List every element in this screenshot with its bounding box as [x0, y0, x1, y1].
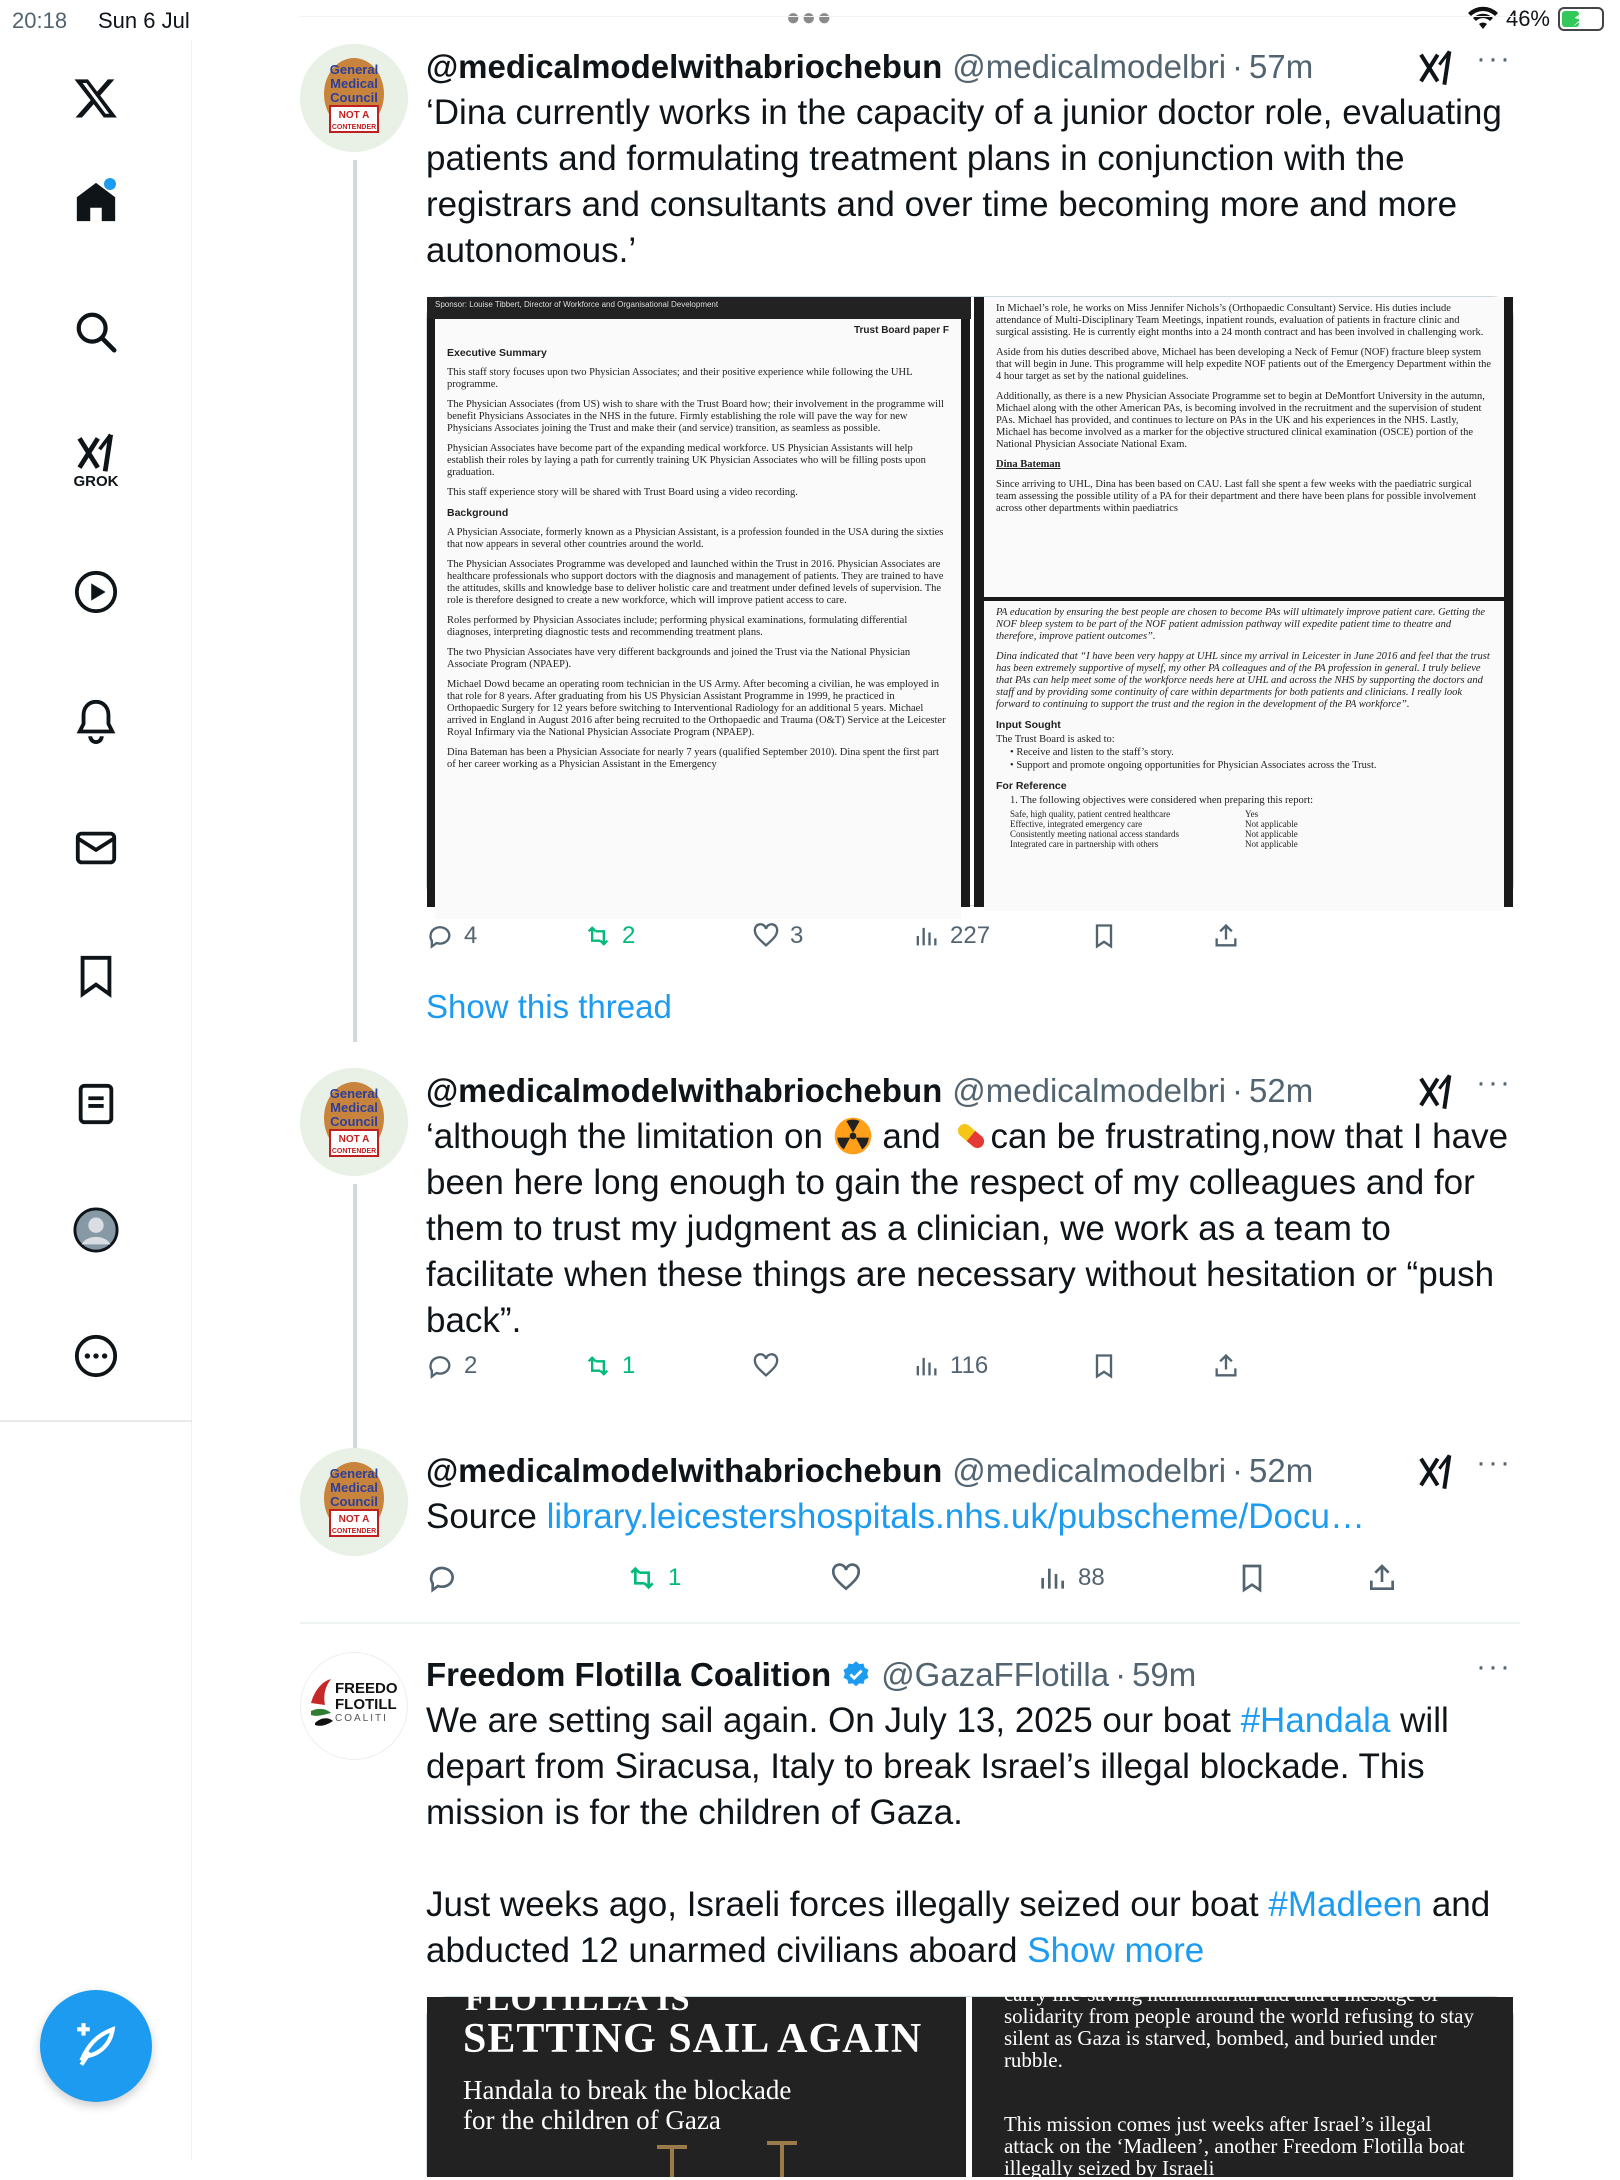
grok-label: GROK: [73, 472, 119, 490]
nav-notifications[interactable]: [56, 680, 136, 760]
doc-ref-line: 1. The following objectives were considered when preparing this report:: [1010, 795, 1314, 806]
verified-badge-icon: [841, 1660, 871, 1690]
nav-video[interactable]: [56, 552, 136, 632]
mail-icon: [73, 825, 119, 871]
like-button[interactable]: [752, 922, 803, 950]
avatar-text-2: Medical: [330, 76, 378, 91]
post-actions: [426, 922, 1516, 972]
share-icon: [1366, 1562, 1398, 1594]
avatar-text-5: CONTENDER: [331, 1148, 377, 1155]
bell-icon: [73, 697, 119, 743]
doc-ref-value: Yes: [1245, 809, 1259, 819]
hashtag-link[interactable]: #Handala: [1240, 1701, 1391, 1740]
avatar-text-1: General: [329, 1466, 379, 1481]
repost-button[interactable]: [626, 1562, 681, 1594]
feed-top-border: [300, 16, 1520, 17]
status-time: 20:18: [12, 8, 68, 33]
repost-icon: [584, 1352, 612, 1380]
post-header: @medicalmodelwithabriochebun @medicalmodelbri · 52m: [426, 1068, 1516, 1114]
doc-paragraph: The Physician Associates (from US) wish to share with the Trust Board how; their involvement in the programme will benefit Physicians Associates in the NHS in the future. Firmly establishing the role will pave the way for new Physicians Associates joining the Trust and make their (and service) transition, as seamless as possible.: [447, 399, 944, 434]
play-icon: [73, 569, 119, 615]
post-time[interactable]: 59m: [1132, 1656, 1197, 1693]
post-time[interactable]: 52m: [1249, 1072, 1314, 1109]
post-paragraph: Just weeks ago, Israeli forces illegally seized our boat #Madleen and abducted 12 unarmed civilians aboard Show more: [426, 1885, 1491, 1970]
reply-button[interactable]: [426, 1352, 477, 1380]
avatar-text-1: General: [329, 1086, 379, 1101]
post-actions: [426, 1352, 1516, 1402]
avatar[interactable]: [300, 1652, 408, 1760]
avatar-text-3: Council: [330, 1114, 378, 1129]
reply-button[interactable]: [426, 1562, 458, 1594]
views-icon: [1036, 1562, 1068, 1594]
doc-ref-label: Effective, integrated emergency care: [1010, 819, 1143, 829]
show-thread-link[interactable]: Show this thread: [426, 988, 672, 1025]
avatar-text-4: NOT A: [338, 1514, 370, 1525]
reply-icon: [426, 1352, 454, 1380]
sidebar: [0, 40, 192, 2160]
doc-paper-label: Trust Board paper F: [853, 325, 949, 336]
thread-connector: [353, 1184, 357, 1484]
reply-button[interactable]: [426, 922, 477, 950]
doc-paragraph: This staff story focuses upon two Physician Associates; and their positive experience while following the UHL programme.: [447, 367, 913, 390]
media-image-right[interactable]: [974, 297, 1513, 907]
post-paragraph: We are setting sail again. On July 13, 2025 our boat #Handala will depart from Siracusa, Italy to break Israel’s illegal blockade. This mission is for the children of Gaza.: [426, 1701, 1449, 1832]
doc-ref-value: Not applicable: [1245, 829, 1298, 839]
post-header: Freedom Flotilla Coalition @GazaFFlotilla · 59m: [426, 1652, 1516, 1698]
post-text: [426, 1114, 1516, 1344]
like-button[interactable]: [752, 1352, 790, 1380]
compose-feather-icon: [71, 2021, 121, 2071]
battery-percent: 46%: [1505, 6, 1550, 31]
heart-icon: [752, 1352, 780, 1380]
views-icon: [912, 922, 940, 950]
post-header: @medicalmodelwithabriochebun @medicalmodelbri · 57m: [426, 44, 1516, 90]
avatar-text-5: CONTENDER: [331, 124, 377, 131]
profile-avatar-icon: [73, 1207, 119, 1253]
avatar-text-2: FLOTILL: [335, 1696, 397, 1713]
share-button[interactable]: [1212, 922, 1240, 950]
doc-ref-value: Not applicable: [1245, 819, 1298, 829]
flotilla-sub-1: Handala to break the blockade: [463, 2075, 792, 2105]
nav-more[interactable]: [56, 1316, 136, 1396]
grok-explain-icon[interactable]: [1416, 1452, 1456, 1492]
doc-ref-value: Not applicable: [1245, 839, 1298, 849]
timeline-feed: [300, 0, 1520, 2180]
doc-ref-label: Safe, high quality, patient centred healthcare: [1010, 809, 1171, 819]
bookmark-icon: [1090, 1352, 1118, 1380]
bookmark-button[interactable]: [1236, 1562, 1268, 1594]
post-text-part: ‘although the limitation on: [426, 1117, 833, 1156]
views-count: 227: [950, 922, 991, 949]
doc-paragraph: Additionally, as there is a new Physician Associate Programme set to begin at DeMontfort University in the autumn, Michael along with the other American PAs, is becoming involved in the recruitment and the supervision of student PAs. Michael has provided, and continues to lecture on PAs in the UK and his experiences in the NHS. Lastly, Michael has become involved as a marker for the objective structured clinical examination (OSCE) portion of the National Physician Associate National Exam.: [996, 391, 1485, 450]
more-options-icon[interactable]: ···: [1476, 1066, 1512, 1099]
media-image-left[interactable]: [427, 297, 970, 907]
thread-connector: [353, 160, 357, 1042]
views-icon: [912, 1352, 940, 1380]
share-icon: [1212, 922, 1240, 950]
repost-button[interactable]: [584, 922, 635, 950]
post-divider: [300, 1622, 1520, 1624]
doc-page-left: [435, 319, 961, 919]
post-time[interactable]: 52m: [1249, 1452, 1314, 1489]
repost-count: 2: [622, 922, 636, 949]
share-button[interactable]: [1366, 1562, 1398, 1594]
avatar-text-2: Medical: [330, 1480, 378, 1495]
post-media[interactable]: [426, 1981, 1514, 2180]
nav-home[interactable]: [56, 162, 136, 242]
avatar-text-1: General: [329, 62, 379, 77]
doc-paragraph: Physician Associates have become part of the expanding medical workforce. US Physician Assistants will help establish their roles by laying a path for currently training UK Physician Associates who will be filling posts upon graduation.: [447, 443, 926, 478]
doc-paragraph: This staff experience story will be shared with Trust Board using a video recording.: [447, 487, 798, 498]
multitasking-dots[interactable]: ●●●: [786, 4, 833, 31]
avatar[interactable]: [300, 44, 408, 152]
post-time[interactable]: 57m: [1249, 48, 1314, 85]
nav-grok[interactable]: [56, 420, 136, 500]
avatar[interactable]: [300, 1448, 408, 1556]
author-name[interactable]: Freedom Flotilla Coalition: [426, 1656, 832, 1693]
handala-figure-icon: [647, 2137, 807, 2177]
doc-ref-title: For Reference: [996, 780, 1067, 792]
doc-ref-label: Consistently meeting national access standards: [1010, 829, 1179, 839]
media-image-left[interactable]: [427, 1981, 966, 2177]
avatar-text-4: NOT A: [338, 110, 370, 121]
doc-paragraph: Dina indicated that “I have been very happy at UHL since my arrival in Leicester in June 2016 and feel that the trust has been extremely supportive of myself, my other PA colleagues and of the PA profession in general. I truly believe that PAs can help meet some of the workforce needs here at UHL and across the NHS by supporting the doctors and staff and by providing some continuity of care within departments for both patients and clinicians. I really look forward to continuing to support the trust and the region in the development of the PA workforce”.: [996, 651, 1490, 710]
source-link[interactable]: library.leicestershospitals.nhs.uk/pubscheme/Docu…: [546, 1497, 1365, 1536]
home-notification-dot: [104, 178, 116, 190]
author-name[interactable]: @medicalmodelwithabriochebun: [426, 48, 943, 85]
bookmark-button[interactable]: [1090, 922, 1118, 950]
avatar-text-3: Council: [330, 90, 378, 105]
post-text-prefix: Source: [426, 1497, 547, 1536]
avatar-text-2: Medical: [330, 1100, 378, 1115]
doc-bg-title: Background: [447, 507, 509, 519]
flotilla-paragraph: This mission comes just weeks after Israel’s illegal attack on the ‘Madleen’, another Freedom Flotilla boat illegally seized by Israeli: [1003, 2112, 1465, 2180]
avatar[interactable]: [300, 1068, 408, 1176]
doc-ref-table: [996, 809, 1492, 849]
views-button[interactable]: [1036, 1562, 1105, 1594]
doc-paragraph: The two Physician Associates have very different backgrounds and joined the Trust via the National Physician Associate Program (NPAEP).: [447, 647, 911, 670]
share-icon: [1212, 1352, 1240, 1380]
doc-ref-label: Integrated care in partnership with others: [1010, 839, 1159, 849]
doc-paragraph: PA education by ensuring the best people are chosen to become PAs will ultimately improve patient care. Getting the NOF bleep system to be part of the NOF patient admission pathway will expedite patient time to theatre and therefore, improve patient outcomes”.: [996, 607, 1486, 642]
heart-icon: [752, 922, 780, 950]
post-text-part: and: [872, 1117, 951, 1156]
nav-profile[interactable]: [56, 1190, 136, 1270]
compose-button[interactable]: [40, 1990, 152, 2102]
author-handle[interactable]: @medicalmodelbri: [952, 1452, 1227, 1489]
sidebar-divider: [0, 1420, 192, 1422]
doc-dina-title: Dina Bateman: [996, 459, 1061, 470]
avatar-text-3: Council: [330, 1494, 378, 1509]
bookmark-icon: [1090, 922, 1118, 950]
grok-explain-icon[interactable]: [1416, 1072, 1456, 1112]
media-image-right[interactable]: [972, 1982, 1513, 2180]
flotilla-top-text: FLOTILLA IS: [465, 1981, 691, 2018]
doc-input-intro: The Trust Board is asked to:: [996, 734, 1115, 745]
doc-paragraph: Since arriving to UHL, Dina has been based on CAU. Last fall she spent a few weeks with the paediatric surgical team assessing the possible utility of a PA for their department and there have been plans for possible involvement across other departments within paediatrics: [996, 479, 1477, 514]
share-button[interactable]: [1212, 1352, 1240, 1380]
author-handle[interactable]: @medicalmodelbri: [952, 48, 1227, 85]
show-more-link[interactable]: Show more: [1027, 1931, 1205, 1970]
post-text: [426, 1698, 1516, 1974]
bookmark-icon: [1236, 1562, 1268, 1594]
bookmark-icon: [73, 953, 119, 999]
repost-button[interactable]: [584, 1352, 635, 1380]
author-name[interactable]: @medicalmodelwithabriochebun: [426, 1072, 943, 1109]
reply-icon: [426, 1562, 458, 1594]
doc-paragraph: Roles performed by Physician Associates include; performing physical examinations, formulating differential diagnoses, interpreting diagnostic tests and recommending treatment plans.: [447, 615, 908, 638]
nav-search[interactable]: [56, 292, 136, 372]
repost-count: 1: [622, 1352, 636, 1379]
list-icon: [73, 1081, 119, 1127]
avatar-text-4: NOT A: [338, 1134, 370, 1145]
post-text: ‘Dina currently works in the capacity of a junior doctor role, evaluating patients and formulating treatment plans in conjunction with the registrars and consultants and over time becoming more and more autonomous.’: [426, 93, 1502, 270]
doc-page-right-bottom: PA education by ensuring the best people are chosen to become PAs will ultimately improve patient care. Getting the NOF bleep system to be part of the NOF patient admission pathway will expedite patient time to theatre and therefore, improve patient outcomes”. Dina indicated that “I have been very happy at UHL since my arrival in Leicester in June 2016 and feel that the trust has been extremely supportive of myself, my other PA colleagues and of the PA profession in general. I truly believe that PAs can help meet some of the workforce needs here at UHL and across the NHS by supporting the doctors and staff and by providing some continuity of care within departments for both patients and clinicians. I really look forward to continuing to support the trust and the region in the development of the PA workforce”. Input Sought The Trust Board is asked to: • Receive and listen to the staff’s story. • Support and promote ongoing opportunities for Physician Associates across the Trust. For Reference 1. The following objectives were considered when preparing this report: Safe, high quality, patient centred healthcare Yes Effective, integrated emergency care Not applicable Consistently meeting national access standards Not applicable Integrated care in partnership with others Not applicable: [984, 601, 1504, 911]
battery-icon: ⚡: [1558, 7, 1604, 31]
doc-paragraph: A Physician Associate, formerly known as a Physician Assistant, is a profession founded in the USA during the sixties that now appears in several other countries around the world.: [447, 527, 944, 550]
like-button[interactable]: [830, 1562, 862, 1594]
author-handle[interactable]: @medicalmodelbri: [952, 1072, 1227, 1109]
repost-icon: [626, 1562, 658, 1594]
doc-exec-title: Executive Summary: [447, 347, 547, 359]
avatar-text-3: COALITI: [335, 1713, 388, 1724]
pill-emoji-icon: [951, 1116, 991, 1156]
flotilla-headline: SETTING SAIL AGAIN: [463, 2016, 923, 2062]
radioactive-emoji-icon: [833, 1116, 873, 1156]
avatar-text-5: CONTENDER: [331, 1528, 377, 1535]
doc-paragraph: Aside from his duties described above, Michael has been developing a Neck of Femur (NOF) fracture bleep system that will begin in June. This programme will help expedite NOF patients out of the Emergency Department within the 4 hour target as set by the national guidelines.: [996, 347, 1492, 382]
avatar-text-1: FREEDO: [335, 1680, 398, 1697]
grok-explain-icon[interactable]: [1416, 48, 1456, 88]
status-date: Sun 6 Jul: [98, 8, 190, 33]
views-count: 88: [1078, 1564, 1105, 1591]
reply-icon: [426, 922, 454, 950]
views-button[interactable]: [912, 1352, 988, 1380]
views-button[interactable]: [912, 922, 990, 950]
repost-icon: [584, 922, 612, 950]
doc-paragraph: Michael Dowd became an operating room technician in the US Army. After becoming a civilian, he was employed in that role for 8 years. After graduating from his US Physician Assistant Programme in 1999, he practiced in Orthopaedic Surgery for 12 years before switching to Interventional Radiology for an additional 5 years. Michael arrived in England in August 2016 after being recruited to the Orthopaedic and Trauma (O&T) Service at the Leicester Royal Infirmary via the National Physician Associate Program (NPAEP).: [447, 679, 946, 738]
doc-paragraph: Dina Bateman has been a Physician Associate for nearly 7 years (qualified September 2010). Dina spent the first part of her career working as a Physician Assistant in the Emergency: [447, 747, 939, 770]
x-logo-icon[interactable]: [56, 58, 136, 138]
more-options-icon[interactable]: ···: [1476, 1650, 1512, 1683]
more-circle-icon: [73, 1333, 119, 1379]
search-icon: [73, 309, 119, 355]
author-handle[interactable]: @GazaFFlotilla: [881, 1656, 1110, 1693]
more-options-icon[interactable]: ···: [1476, 1446, 1512, 1479]
flotilla-sub-2: for the children of Gaza: [463, 2105, 721, 2135]
views-count: 116: [950, 1352, 989, 1379]
reply-count: 2: [464, 1352, 478, 1379]
grok-icon: [72, 431, 120, 475]
flotilla-paragraph: carry life-saving humanitarian aid and a message of solidarity from people around the world refusing to stay silent as Gaza is starved, bombed, and buried under rubble.: [1003, 1982, 1474, 2072]
doc-input-title: Input Sought: [996, 719, 1061, 731]
nav-bookmarks[interactable]: [56, 936, 136, 1016]
post-actions: [426, 1562, 1516, 1612]
heart-icon: [830, 1562, 862, 1594]
hashtag-link[interactable]: #Madleen: [1268, 1885, 1423, 1924]
doc-sponsor: Sponsor: Louise Tibbert, Director of Workforce and Organisational Development: [427, 297, 971, 319]
doc-bullet: Receive and listen to the staff’s story.: [1016, 747, 1174, 758]
post-media[interactable]: [426, 296, 1514, 906]
doc-bullet: Support and promote ongoing opportunities for Physician Associates across the Trust.: [1016, 760, 1377, 771]
nav-lists[interactable]: [56, 1064, 136, 1144]
post-header: @medicalmodelwithabriochebun @medicalmodelbri · 52m: [426, 1448, 1516, 1494]
doc-paragraph: In Michael’s role, he works on Miss Jennifer Nichols’s (Orthopaedic Consultant) Service. His duties include attendance of Multi-Disciplinary Team Meetings, inpatient rounds, evaluation of patients in fracture clinic and surgical assisting. He is currently eight months into a 24 month contract and has been involved in challenging work.: [996, 303, 1484, 338]
doc-page-right-top: [984, 297, 1504, 597]
like-count: 3: [790, 922, 804, 949]
bookmark-button[interactable]: [1090, 1352, 1118, 1380]
doc-paragraph: The Physician Associates Programme was developed and launched within the Trust in 2016. Physician Associates are healthcare professionals who support doctors with the diagnosis and management of patients. They are trained to have the attitudes, skills and knowledge base to deliver holistic care and treatment under defined levels of supervision. The role is therefore designed to create a new workforce, which will improve patient access to care.: [447, 559, 944, 606]
author-name[interactable]: @medicalmodelwithabriochebun: [426, 1452, 943, 1489]
more-options-icon[interactable]: ···: [1476, 42, 1512, 75]
post-text: [426, 1494, 1516, 1540]
reply-count: 4: [464, 922, 478, 949]
post-text-part: can be frustrating,now that I have been here long enough to gain the respect of my colleagues and for them to trust my judgment as a clinician, we work as a team to facilitate when these things are necessary without hesitation or “push back”.: [426, 1117, 1509, 1340]
repost-count: 1: [668, 1564, 682, 1591]
nav-messages[interactable]: [56, 808, 136, 888]
